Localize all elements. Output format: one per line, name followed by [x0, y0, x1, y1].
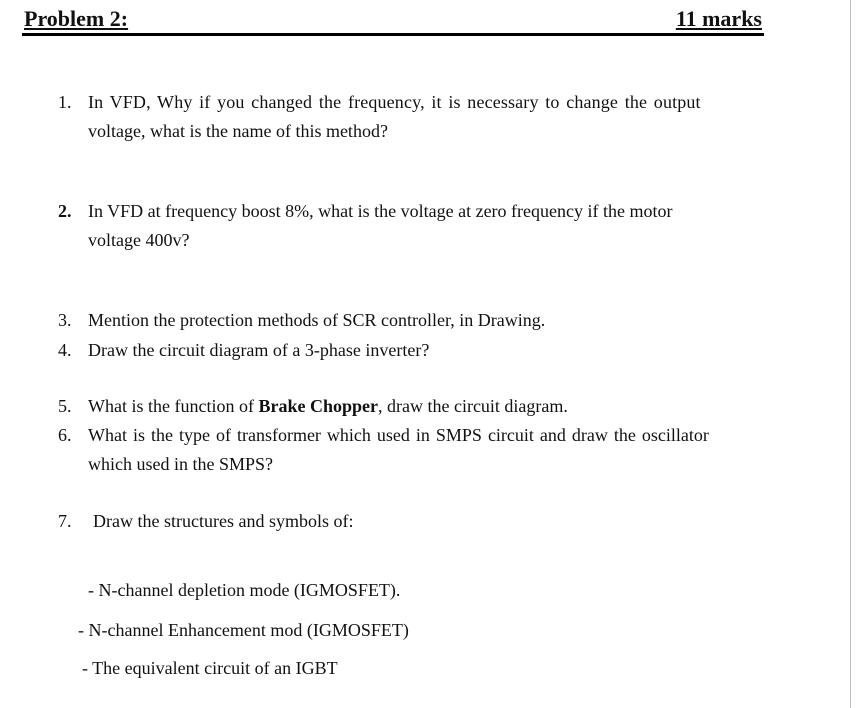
question-number: 3.: [58, 310, 72, 330]
question-text-cont: voltage 400v?: [88, 230, 190, 250]
subitem-enhancement: - N-channel Enhancement mod (IGMOSFET): [78, 620, 409, 640]
problem-marks: 11 marks: [675, 6, 762, 31]
subitem-depletion: - N-channel depletion mode (IGMOSFET).: [88, 580, 401, 600]
header-rule: [22, 33, 764, 36]
question-text-cont: which used in the SMPS?: [88, 454, 274, 474]
question-text-pre: What is the function of: [88, 396, 259, 416]
question-number: 6.: [58, 425, 72, 445]
question-number: 7.: [58, 511, 72, 531]
question-text: In VFD, Why if you changed the frequency, it is necessary to change the output: [88, 92, 701, 112]
question-text-post: , draw the circuit diagram.: [377, 396, 568, 416]
question-text-cont: voltage, what is the name of this method?: [88, 121, 388, 141]
question-text: [88, 392, 568, 421]
page-edge: [850, 0, 851, 708]
brake-chopper-term: Brake Chopper: [258, 396, 378, 416]
question-number: 5.: [58, 396, 72, 416]
question-text: Draw the structures and symbols of:: [93, 511, 354, 531]
problem-title: Problem 2:: [24, 6, 129, 31]
subitem-igbt: - The equivalent circuit of an IGBT: [82, 658, 338, 678]
question-number: 1.: [58, 92, 72, 112]
question-text: Mention the protection methods of SCR controller, in Drawing.: [88, 310, 546, 330]
question-text: What is the type of transformer which used in SMPS circuit and draw the oscillator: [88, 425, 709, 445]
question-number: 4.: [58, 340, 72, 360]
problem-header: [22, 6, 764, 32]
question-number: 2.: [58, 201, 72, 221]
question-text: In VFD at frequency boost 8%, what is the voltage at zero frequency if the motor: [88, 201, 673, 221]
question-text: Draw the circuit diagram of a 3-phase inverter?: [88, 340, 430, 360]
